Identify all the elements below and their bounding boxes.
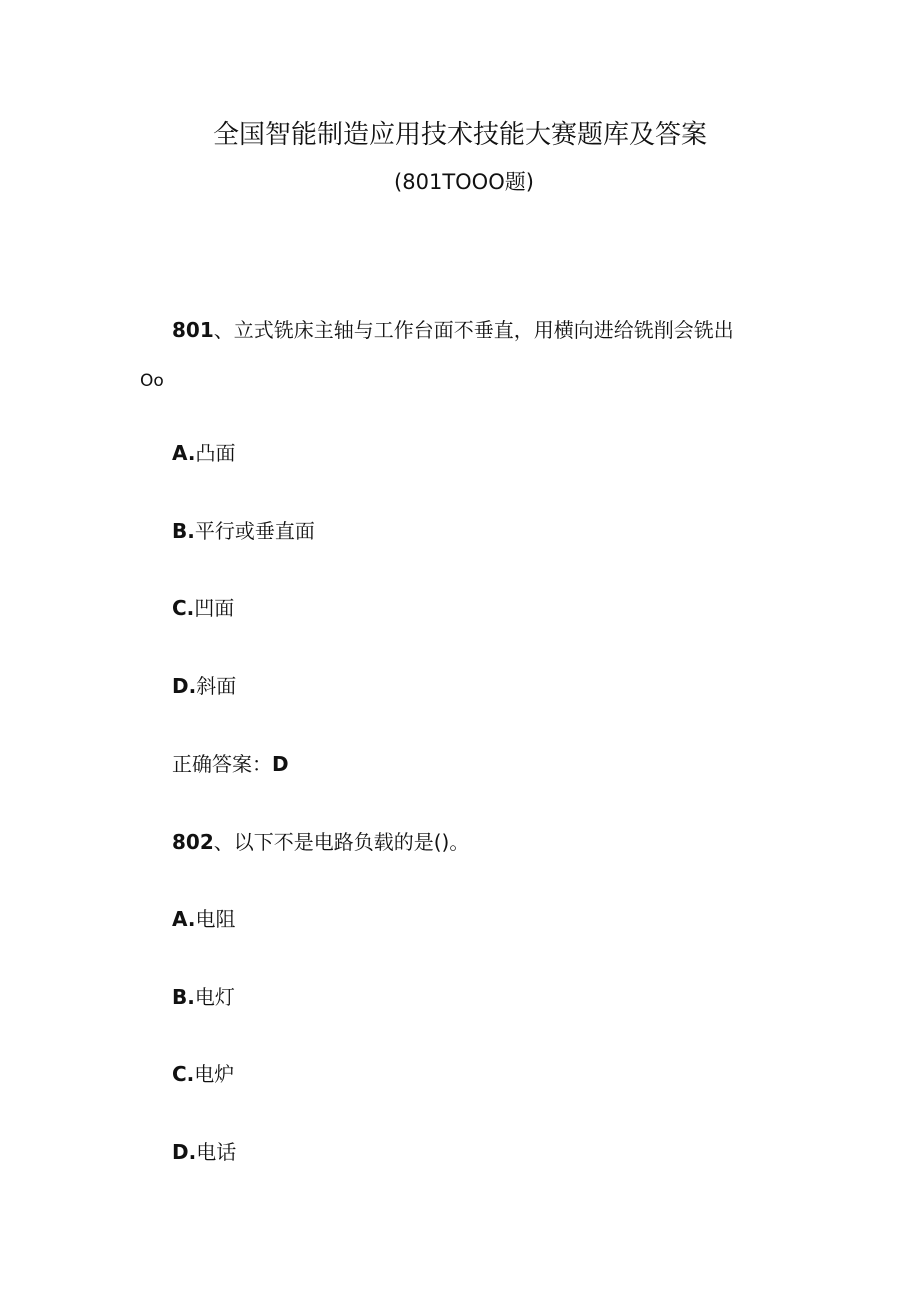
question-801-option-a bbox=[172, 439, 235, 467]
question-801-stem bbox=[172, 316, 734, 344]
document-title: 全国智能制造应用技术技能大赛题库及答案 bbox=[212, 120, 707, 150]
question-separator: 、 bbox=[213, 830, 234, 854]
option-text: 电炉 bbox=[194, 1062, 235, 1086]
option-text: 电话 bbox=[196, 1140, 237, 1164]
question-801-stem-continuation: Oo bbox=[140, 371, 164, 391]
option-text: 凹面 bbox=[194, 596, 235, 620]
question-802-option-c bbox=[172, 1060, 234, 1088]
option-letter: A. bbox=[172, 441, 196, 465]
option-text: 斜面 bbox=[196, 674, 237, 698]
question-801-option-c bbox=[172, 594, 234, 622]
question-801-option-b bbox=[172, 517, 315, 545]
question-801-option-d bbox=[172, 672, 236, 700]
option-text: 凸面 bbox=[195, 441, 236, 465]
document-subtitle: (801TOOO题) bbox=[394, 170, 534, 194]
answer-value: D bbox=[272, 752, 289, 776]
option-letter: B. bbox=[172, 519, 195, 543]
option-letter: A. bbox=[172, 907, 196, 931]
option-letter: C. bbox=[172, 596, 195, 620]
question-separator: 、 bbox=[213, 318, 234, 342]
option-letter: D. bbox=[172, 674, 197, 698]
question-802-option-d bbox=[172, 1138, 236, 1166]
option-letter: B. bbox=[172, 985, 195, 1009]
question-801-answer bbox=[172, 750, 289, 778]
question-text: 以下不是电路负载的是()。 bbox=[233, 830, 470, 854]
option-letter: C. bbox=[172, 1062, 195, 1086]
option-letter: D. bbox=[172, 1140, 197, 1164]
question-text: 立式铣床主轴与工作台面不垂直，用横向进给铣削会铣出 bbox=[233, 318, 734, 342]
option-text: 电阻 bbox=[195, 907, 236, 931]
question-number: 802 bbox=[172, 830, 214, 854]
answer-label: 正确答案： bbox=[172, 752, 272, 776]
option-text: 平行或垂直面 bbox=[194, 519, 315, 543]
question-802-option-b bbox=[172, 983, 235, 1011]
question-802-option-a bbox=[172, 905, 235, 933]
question-802-stem bbox=[172, 828, 469, 856]
option-text: 电灯 bbox=[194, 985, 235, 1009]
question-number: 801 bbox=[172, 318, 214, 342]
